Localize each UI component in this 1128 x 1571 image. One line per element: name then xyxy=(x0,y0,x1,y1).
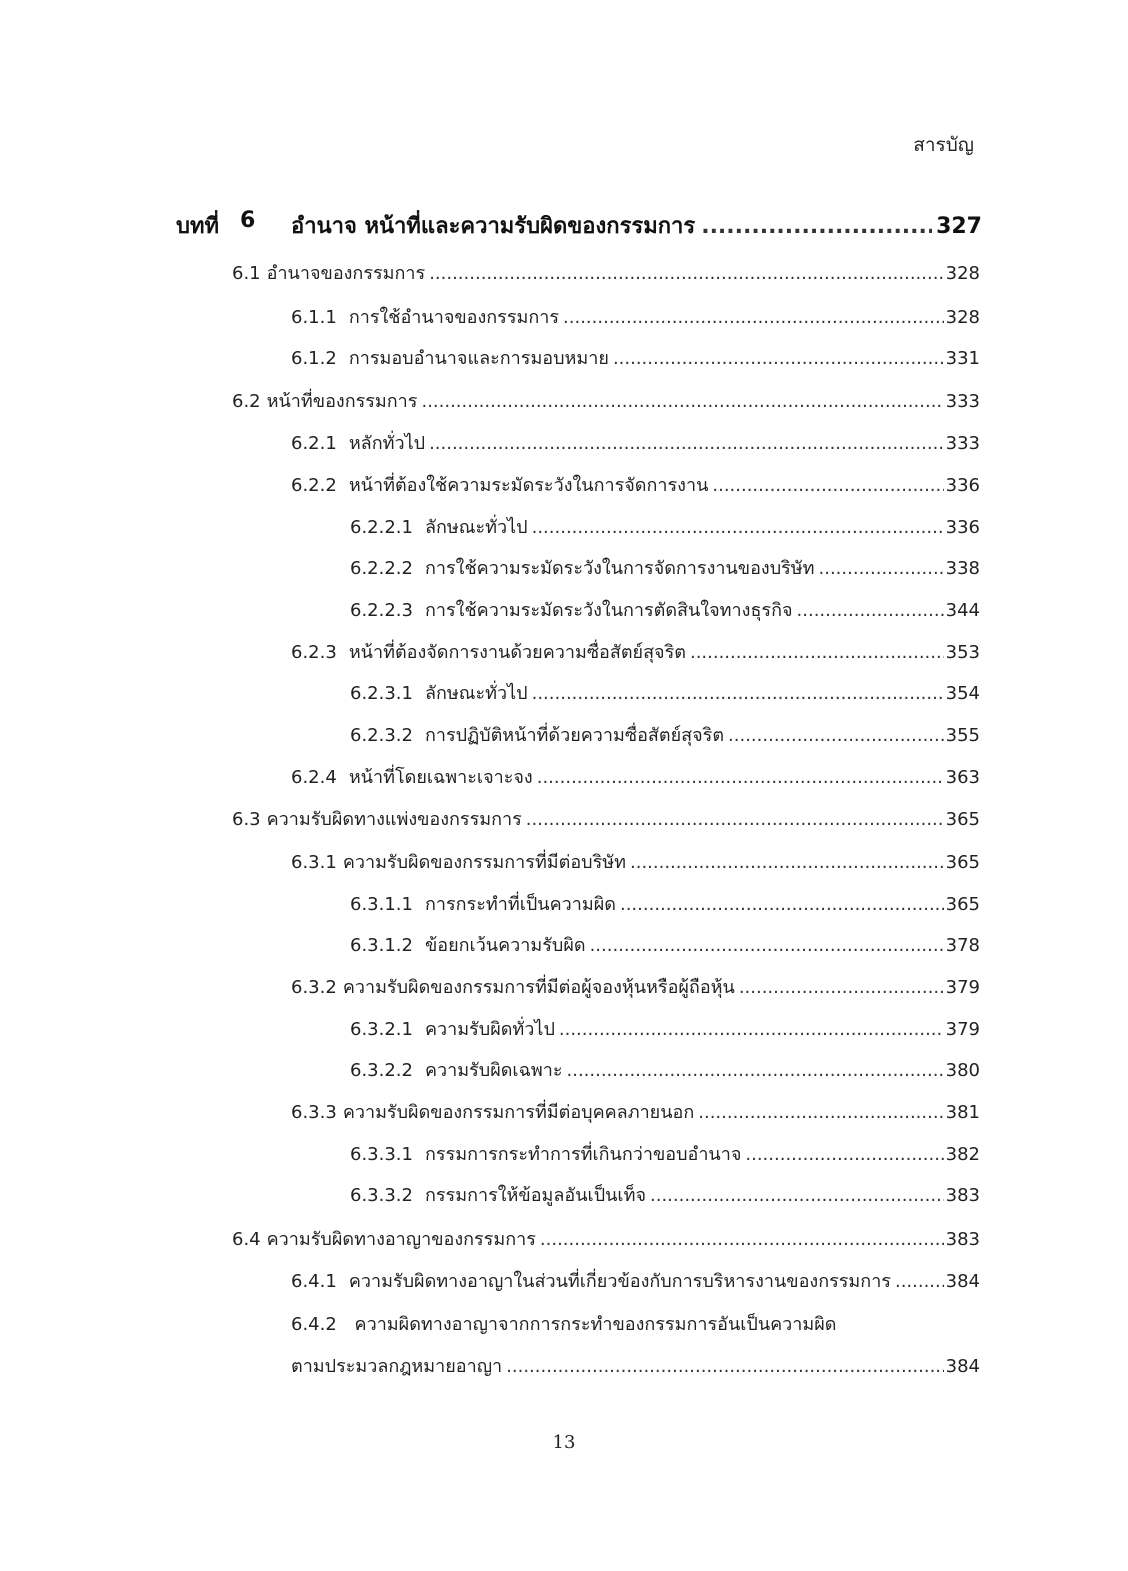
toc-entry[interactable] xyxy=(350,1015,980,1045)
entry-title: ตามประมวลกฎหมายอาญา xyxy=(291,1356,503,1377)
entry-title: ความรับผิดของกรรมการที่มีต่อผู้จองหุ้นหรือผู้ถือหุ้น xyxy=(342,977,735,998)
leader-dots xyxy=(590,931,944,961)
toc-entry[interactable] xyxy=(232,259,980,289)
entry-title: การกระทำที่เป็นความผิด xyxy=(424,894,616,915)
entry-title: หน้าที่ต้องจัดการงานด้วยความซื่อสัตย์สุจริต xyxy=(348,642,686,663)
leader-dots xyxy=(532,513,944,543)
entry-number: 6.2.2.1 xyxy=(350,517,413,538)
entry-number: 6.3.2.2 xyxy=(350,1060,413,1081)
entry-page: 344 xyxy=(945,600,980,621)
entry-title: หลักทั่วไป xyxy=(348,433,426,454)
toc-entry[interactable] xyxy=(350,721,980,751)
entry-number: 6.2.3.1 xyxy=(350,683,413,704)
page-number: 13 xyxy=(552,1432,576,1453)
entry-page: 353 xyxy=(945,642,980,663)
entry-number: 6.3 xyxy=(232,809,261,830)
entry-number: 6.3.1.1 xyxy=(350,894,413,915)
toc-entry[interactable] xyxy=(291,303,980,333)
entry-title: หน้าที่โดยเฉพาะเจาะจง xyxy=(348,767,533,788)
leader-dots xyxy=(559,1015,944,1045)
toc-entry[interactable] xyxy=(291,429,980,459)
entry-number: 6.3.3.1 xyxy=(350,1144,413,1165)
entry-page: 336 xyxy=(945,475,980,496)
header-label: สารบัญ xyxy=(913,134,974,156)
toc-entry[interactable] xyxy=(291,1267,980,1297)
toc-entry-continuation[interactable] xyxy=(291,1352,980,1382)
leader-dots xyxy=(613,344,944,374)
entry-title: ความรับผิดทางอาญาของกรรมการ xyxy=(266,1229,536,1250)
entry-page: 380 xyxy=(945,1060,980,1081)
entry-title: ความรับผิดของกรรมการที่มีต่อบุคคลภายนอก xyxy=(342,1102,695,1123)
entry-number: 6.4.1 xyxy=(291,1271,337,1292)
entry-number: 6.2.2.3 xyxy=(350,600,413,621)
entry-number: 6.1.1 xyxy=(291,307,337,328)
toc-entry[interactable] xyxy=(291,848,980,878)
entry-page: 378 xyxy=(945,935,980,956)
entry-title: การปฏิบัติหน้าที่ด้วยความซื่อสัตย์สุจริต xyxy=(424,725,725,746)
toc-entry[interactable] xyxy=(350,513,980,543)
toc-entry[interactable] xyxy=(291,973,980,1003)
leader-dots xyxy=(421,387,943,417)
leader-dots xyxy=(712,471,943,501)
leader-dots xyxy=(650,1181,944,1211)
toc-entry[interactable] xyxy=(291,1098,980,1128)
chapter-heading xyxy=(176,208,982,248)
toc-entry[interactable] xyxy=(232,387,980,417)
entry-page: 336 xyxy=(945,517,980,538)
entry-title: ข้อยกเว้นความรับผิด xyxy=(424,935,586,956)
leader-dots xyxy=(797,596,944,626)
chapter-label: บทที่ xyxy=(176,214,219,239)
entry-title: กรรมการให้ข้อมูลอันเป็นเท็จ xyxy=(424,1185,646,1206)
toc-entry[interactable] xyxy=(350,596,980,626)
leader-dots xyxy=(532,679,944,709)
entry-number: 6.3.1 xyxy=(291,852,337,873)
entry-title: ความรับผิดทั่วไป xyxy=(424,1019,555,1040)
toc-entry[interactable] xyxy=(291,638,980,668)
entry-title: ความรับผิดทางอาญาในส่วนที่เกี่ยวข้องกับการบริหารงานของกรรมการ xyxy=(348,1271,891,1292)
entry-number: 6.2.1 xyxy=(291,433,337,454)
chapter-page: 327 xyxy=(936,214,982,239)
leader-dots xyxy=(739,973,944,1003)
entry-number: 6.2.4 xyxy=(291,767,337,788)
entry-page: 384 xyxy=(945,1356,980,1377)
entry-page: 381 xyxy=(945,1102,980,1123)
entry-number: 6.4.2 xyxy=(291,1314,337,1335)
entry-title: หน้าที่ต้องใช้ความระมัดระวังในการจัดการงาน xyxy=(348,475,709,496)
leader-dots xyxy=(819,554,944,584)
leader-dots xyxy=(567,1056,944,1086)
entry-page: 384 xyxy=(945,1271,980,1292)
entry-page: 333 xyxy=(945,391,980,412)
entry-title: ความรับผิดทางแพ่งของกรรมการ xyxy=(266,809,522,830)
entry-page: 338 xyxy=(945,558,980,579)
entry-page: 379 xyxy=(945,977,980,998)
entry-page: 365 xyxy=(945,852,980,873)
leader-dots xyxy=(563,303,944,333)
entry-title: ความรับผิดของกรรมการที่มีต่อบริษัท xyxy=(342,852,626,873)
toc-entry[interactable] xyxy=(232,1225,980,1255)
leader-dots xyxy=(540,1225,944,1255)
entry-title: ลักษณะทั่วไป xyxy=(424,683,528,704)
entry-page: 328 xyxy=(945,263,980,284)
leader-dots xyxy=(728,721,944,751)
entry-title: ความผิดทางอาญาจากการกระทำของกรรมการอันเป็นความผิด xyxy=(354,1314,837,1335)
entry-page: 383 xyxy=(945,1229,980,1250)
entry-number: 6.4 xyxy=(232,1229,261,1250)
entry-title: ลักษณะทั่วไป xyxy=(424,517,528,538)
entry-title: ความรับผิดเฉพาะ xyxy=(424,1060,563,1081)
toc-entry[interactable] xyxy=(232,805,980,835)
entry-number: 6.2 xyxy=(232,391,261,412)
toc-entry[interactable] xyxy=(350,1056,980,1086)
entry-number: 6.2.2 xyxy=(291,475,337,496)
entry-number: 6.3.3.2 xyxy=(350,1185,413,1206)
entry-page: 355 xyxy=(945,725,980,746)
entry-number: 6.3.2 xyxy=(291,977,337,998)
entry-page: 363 xyxy=(945,767,980,788)
chapter-number: 6 xyxy=(240,208,256,233)
entry-number: 6.3.1.2 xyxy=(350,935,413,956)
toc-entry[interactable] xyxy=(350,679,980,709)
entry-number: 6.2.3.2 xyxy=(350,725,413,746)
leader-dots xyxy=(526,805,944,835)
toc-entry[interactable] xyxy=(350,931,980,961)
leader-dots xyxy=(630,848,944,878)
leader-dots xyxy=(690,638,944,668)
toc-entry[interactable] xyxy=(291,763,980,793)
entry-page: 354 xyxy=(945,683,980,704)
entry-title: การใช้อำนาจของกรรมการ xyxy=(348,307,560,328)
leader-dots xyxy=(429,429,944,459)
entry-number: 6.2.3 xyxy=(291,642,337,663)
leader-dots xyxy=(537,763,944,793)
chapter-title: อำนาจ หน้าที่และความรับผิดของกรรมการ xyxy=(291,214,696,239)
leader-dots xyxy=(698,1098,943,1128)
entry-title: การใช้ความระมัดระวังในการจัดการงานของบริษัท xyxy=(424,558,815,579)
toc-entry[interactable] xyxy=(291,1310,837,1340)
entry-page: 365 xyxy=(945,894,980,915)
leader-dots xyxy=(506,1352,943,1382)
leader-dots xyxy=(895,1267,944,1297)
toc-entry[interactable] xyxy=(350,1181,980,1211)
leader-dots xyxy=(745,1140,943,1170)
entry-page: 382 xyxy=(945,1144,980,1165)
entry-page: 333 xyxy=(945,433,980,454)
toc-entry[interactable] xyxy=(350,554,980,584)
entry-number: 6.1 xyxy=(232,263,261,284)
entry-page: 379 xyxy=(945,1019,980,1040)
entry-number: 6.2.2.2 xyxy=(350,558,413,579)
leader-dots xyxy=(620,890,944,920)
entry-title: กรรมการกระทำการที่เกินกว่าขอบอำนาจ xyxy=(424,1144,742,1165)
leader-dots xyxy=(429,259,943,289)
entry-page: 328 xyxy=(945,307,980,328)
entry-number: 6.3.3 xyxy=(291,1102,337,1123)
entry-title: การมอบอำนาจและการมอบหมาย xyxy=(348,348,609,369)
leader-dots xyxy=(701,214,932,239)
entry-number: 6.1.2 xyxy=(291,348,337,369)
entry-page: 331 xyxy=(945,348,980,369)
toc-entry[interactable] xyxy=(291,471,980,501)
entry-page: 383 xyxy=(945,1185,980,1206)
entry-title: อำนาจของกรรมการ xyxy=(266,263,426,284)
entry-title: การใช้ความระมัดระวังในการตัดสินใจทางธุรกิจ xyxy=(424,600,793,621)
entry-number: 6.3.2.1 xyxy=(350,1019,413,1040)
toc-entry[interactable] xyxy=(291,344,980,374)
toc-entry[interactable] xyxy=(350,890,980,920)
toc-entry[interactable] xyxy=(350,1140,980,1170)
entry-page: 365 xyxy=(945,809,980,830)
entry-title: หน้าที่ของกรรมการ xyxy=(266,391,418,412)
